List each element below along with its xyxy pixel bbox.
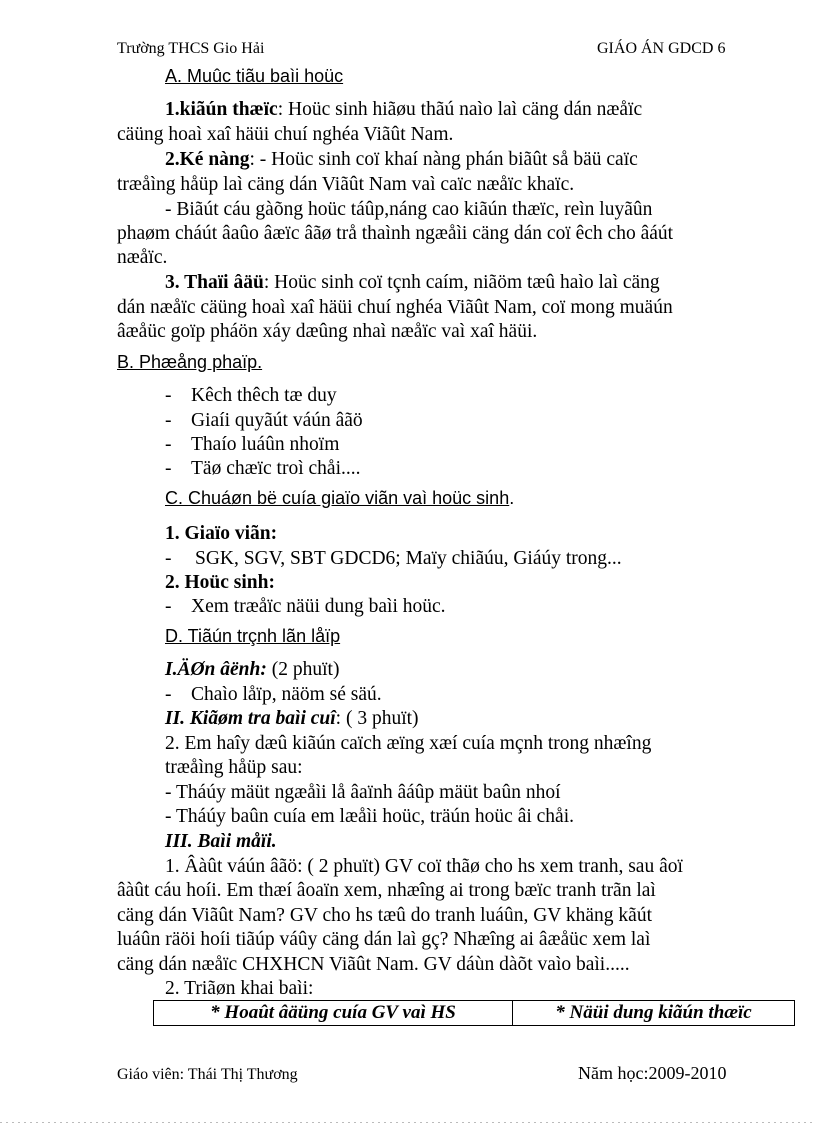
stabilize-line: I.ÄØn âënh: (2 phuït) (165, 659, 340, 680)
attitude-paragraph-line1 (165, 271, 660, 296)
attitude-paragraph-line2: dán næåïc cäüng hoaì xaî häüi chuí nghéa Viãût Nam, coï mong muäún (117, 297, 673, 318)
section-c-title: C. Chuáøn bë cuía giaïo viãn vaì hoüc sinh. (165, 488, 515, 508)
table-header-content: * Näüi dung kiãún thæïc (555, 1002, 752, 1023)
skill-paragraph-line3: - Biãút cáu gàõng hoüc táûp,náng cao kiãún thæïc, reìn luyãûn (165, 199, 653, 220)
student-prep-item: - Xem træåïc näüi dung baìi hoüc. (165, 596, 446, 617)
method-item: - Kêch thêch tæ duy (165, 385, 337, 406)
stabilize-item: - Chaìo låïp, näöm sé säú. (165, 684, 382, 705)
check-old-lesson-line: II. Kiãøm tra baìi cuî: ( 3 phuït) (165, 708, 419, 729)
check-question-line3: - Tháúy mäüt ngæåìi lå âaïnh âáûp mäüt baûn nhoí (165, 782, 561, 803)
new-lesson-line4: luáûn räöi hoíi tiãúp váûy cäng dán laì gç? Nhæîng ai âæåüc xem laì (117, 929, 651, 950)
section-a-title: A. Muûc tiãu baìi hoüc (165, 66, 344, 86)
knowledge-paragraph-line2: cäüng hoaì xaî häüi chuí nghéa Viãût Nam. (117, 124, 454, 145)
table-header-activities: * Hoaût âäüng cuía GV vaì HS (154, 1001, 513, 1025)
method-item: - Giaíi quyãút váún âãö (165, 410, 363, 431)
attitude-paragraph-line3: âæåüc goïp pháön xáy dæûng nhaì næåïc vaì xaî häüi. (117, 321, 538, 342)
new-lesson-line5: cäng dán næåïc CHXHCN Viãût Nam. GV dáùn dàõt vaìo baìi..... (117, 954, 630, 975)
check-question-line4: - Tháúy baûn cuía em læåìi hoüc, träún hoüc âi chåi. (165, 806, 575, 827)
new-lesson-line3: cäng dán Viãût Nam? GV cho hs tæû do tranh luáûn, GV khäng kãút (117, 905, 652, 926)
header-doc-title: GIÁO ÁN GDCD 6 (597, 40, 726, 57)
skill-text: : - Hoüc sinh coï khaí nàng phán biãût så bäü caïc (249, 149, 638, 170)
skill-label: 2.Ké nàng (165, 149, 250, 170)
new-lesson-line1: 1. Âàût váún âãö: ( 2 phuït) GV coï thãø cho hs xem tranh, sau âoï (165, 856, 683, 877)
skill-paragraph-line5: næåïc. (117, 247, 168, 268)
knowledge-paragraph-line1 (165, 98, 642, 123)
method-item: - Thaío luáûn nhoïm (165, 434, 340, 455)
check-question-line1: 2. Em haîy dæû kiãún caïch æïng xæí cuía mçnh trong nhæîng (165, 733, 652, 754)
skill-paragraph-line1 (165, 148, 638, 173)
knowledge-label: 1.kiãún thæïc (165, 99, 278, 120)
student-prep-label: 2. Hoüc sinh: (165, 572, 275, 593)
footer-teacher: Giáo viên: Thái Thị Thương (117, 1066, 298, 1083)
skill-paragraph-line4: phaøm cháút âaûo âæïc âãø trå thaình ngæåìi cäng dán coï êch cho âáút (117, 223, 674, 244)
header-school: Trường THCS Gio Hải (117, 40, 265, 57)
teacher-prep-item: - SGK, SGV, SBT GDCD6; Maïy chiãúu, Giáúy trong... (165, 548, 622, 569)
new-lesson-line6: 2. Triãøn khai baìi: (165, 978, 314, 999)
footer-year: Năm học:2009-2010 (578, 1063, 727, 1083)
attitude-label: 3. Thaïi âäü (165, 272, 264, 293)
teacher-prep-label: 1. Giaïo viãn: (165, 523, 278, 544)
attitude-text: : Hoüc sinh coï tçnh caím, niãöm tæû haìo laì cäng (263, 272, 660, 293)
method-item: - Täø chæïc troì chåi.... (165, 458, 361, 479)
section-d-title: D. Tiãún trçnh lãn låïp (165, 626, 341, 646)
lesson-table (153, 1000, 795, 1026)
new-lesson-line2: âàût cáu hoíi. Em thæí âoaïn xem, nhæîng ai trong bæïc tranh trãn laì (117, 880, 656, 901)
new-lesson-label: III. Baìi måïi. (165, 831, 277, 852)
check-question-line2: træåìng håüp sau: (165, 757, 303, 778)
skill-paragraph-line2: træåìng håüp laì cäng dán Viãût Nam vaì caïc næåïc khaïc. (117, 174, 575, 195)
knowledge-text: : Hoüc sinh hiãøu thãú naìo laì cäng dán næåïc (277, 99, 643, 120)
section-b-title: B. Phæång phaïp. (117, 352, 263, 372)
